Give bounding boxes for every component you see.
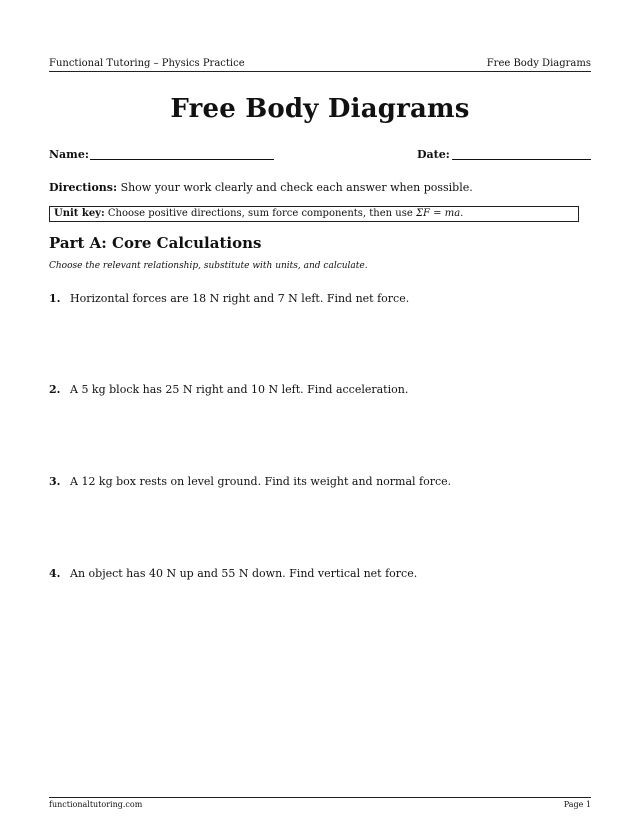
unit-key-box xyxy=(49,206,579,222)
question-text: A 12 kg box rests on level ground. Find its weight and normal force. xyxy=(70,475,452,488)
question-number: 2. xyxy=(49,383,61,396)
section-instructions: Choose the relevant relationship, substitute with units, and calculate. xyxy=(49,261,368,271)
running-header xyxy=(49,58,591,72)
header-course: Functional Tutoring – Physics Practice xyxy=(49,58,245,69)
date-label: Date: xyxy=(417,148,450,161)
name-field[interactable] xyxy=(90,159,274,160)
unit-key-label: Unit key: xyxy=(54,208,105,219)
directions-text: Show your work clearly and check each answer when possible. xyxy=(120,181,473,194)
header-topic: Free Body Diagrams xyxy=(486,58,591,69)
question-3 xyxy=(49,475,451,488)
directions xyxy=(49,181,473,194)
question-number: 1. xyxy=(49,292,61,305)
unit-key-text: Choose positive directions, sum force components, then use xyxy=(107,208,413,219)
question-4 xyxy=(49,567,417,580)
question-number: 3. xyxy=(49,475,61,488)
question-2 xyxy=(49,383,408,396)
section-title: Part A: Core Calculations xyxy=(49,234,262,252)
question-text: An object has 40 N up and 55 N down. Find vertical net force. xyxy=(70,567,418,580)
page-footer xyxy=(49,797,591,809)
footer-page-number: Page 1 xyxy=(563,800,591,809)
question-text: A 5 kg block has 25 N right and 10 N left. Find acceleration. xyxy=(70,383,409,396)
unit-key-formula: ΣF = ma. xyxy=(415,208,464,219)
student-info-row xyxy=(49,148,591,162)
date-field[interactable] xyxy=(452,159,591,160)
page-title: Free Body Diagrams xyxy=(170,94,470,124)
footer-website: functionaltutoring.com xyxy=(49,800,143,809)
question-text: Horizontal forces are 18 N right and 7 N left. Find net force. xyxy=(70,292,410,305)
name-label: Name: xyxy=(49,148,89,161)
question-number: 4. xyxy=(49,567,61,580)
question-1 xyxy=(49,292,409,305)
directions-label: Directions: xyxy=(49,181,118,194)
